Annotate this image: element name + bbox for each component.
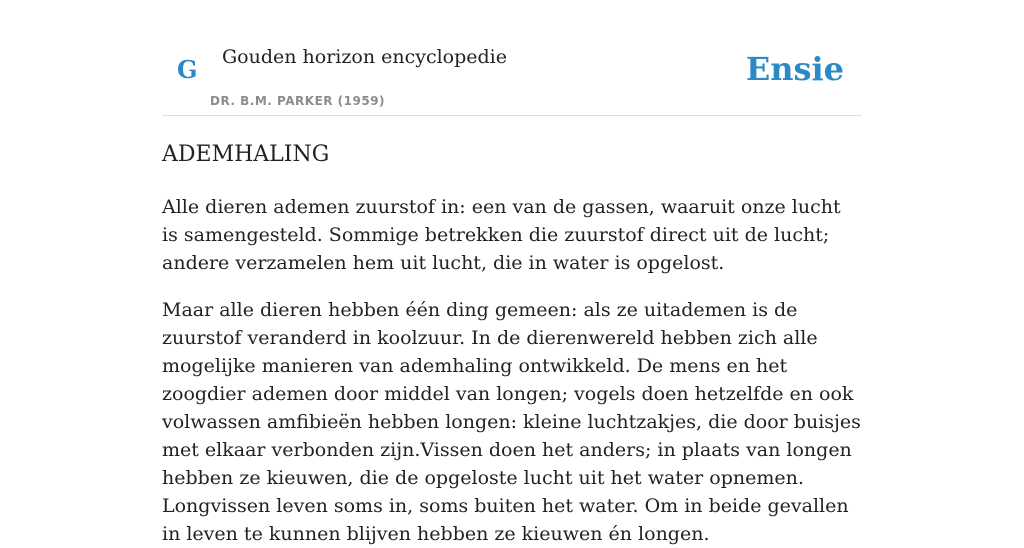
entry-title: ADEMHALING bbox=[162, 142, 330, 167]
book-title[interactable]: Gouden horizon encyclopedie bbox=[222, 46, 507, 68]
entry-paragraph: Maar alle dieren hebben één ding gemeen: als ze uitademen is de zuurstof veranderd in koolzuur. In de dierenwereld hebben zich alle mogelijke manieren van ademhaling ontwikkeld. De mens en het zoogdier ademen door middel van longen; vogels doen hetzelfde en ook volwassen amfibieën hebben longen: kleine luchtzakjes, die door buisjes met elkaar verbonden zijn.Vissen doen het anders; in plaats van longen hebben ze kieuwen, die de opgeloste lucht uit het water opnemen. Longvissen leven soms in, soms buiten het water. Om in beide gevallen in leven te kunnen blijven hebben ze kieuwen én longen. bbox=[162, 299, 861, 545]
ensie-logo-link[interactable]: Ensie bbox=[745, 50, 844, 88]
book-logo-icon[interactable]: G bbox=[177, 55, 198, 84]
book-author: DR. B.M. PARKER (1959) bbox=[210, 94, 386, 108]
header bbox=[162, 0, 862, 116]
page bbox=[162, 0, 862, 545]
entry-body bbox=[162, 193, 862, 548]
entry-paragraph: Alle dieren ademen zuurstof in: een van de gassen, waaruit onze lucht is samengesteld. Sommige betrekken die zuurstof direct uit de lucht; andere verzamelen hem uit lucht, die in water is opgelost. bbox=[162, 196, 841, 274]
